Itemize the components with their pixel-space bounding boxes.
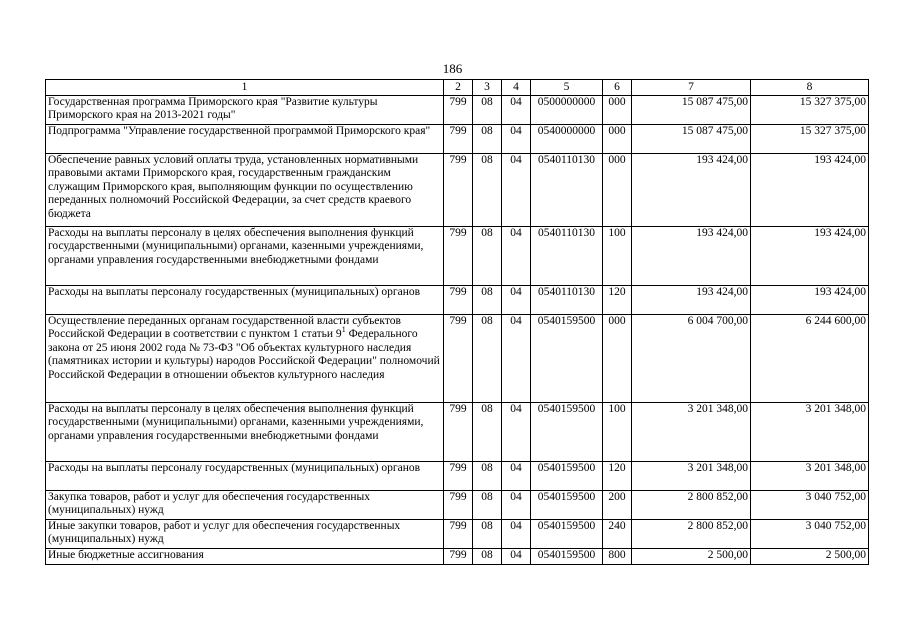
cell-amount: 3 201 348,00	[751, 462, 869, 491]
cell-code: 04	[502, 125, 531, 154]
cell-code: 04	[502, 549, 531, 565]
table-row	[46, 491, 869, 520]
cell-amount: 193 424,00	[751, 154, 869, 227]
footnote-superscript: 1	[341, 325, 346, 335]
cell-code: 799	[444, 462, 473, 491]
cell-code: 08	[473, 227, 502, 286]
cell-amount: 3 201 348,00	[632, 462, 751, 491]
cell-code: 0540000000	[531, 125, 603, 154]
table-row	[46, 462, 869, 491]
cell-code: 0540159500	[531, 520, 603, 549]
row-name: Расходы на выплаты персоналу государственных (муниципальных) органов	[46, 286, 444, 315]
table-row	[46, 315, 869, 403]
table-row	[46, 549, 869, 565]
cell-code: 799	[444, 125, 473, 154]
row-name-part: Осуществление переданных органам государственной власти субъектов Российской Федерации в соответствии с пунктом 1 статьи 9	[48, 315, 401, 341]
cell-code: 120	[603, 462, 632, 491]
cell-code: 08	[473, 315, 502, 403]
cell-code: 799	[444, 227, 473, 286]
cell-code: 08	[473, 125, 502, 154]
table-row	[46, 96, 869, 125]
cell-code: 0540110130	[531, 154, 603, 227]
cell-code: 799	[444, 315, 473, 403]
row-name: Иные бюджетные ассигнования	[46, 549, 444, 565]
cell-amount: 3 040 752,00	[751, 520, 869, 549]
cell-code: 08	[473, 403, 502, 462]
cell-amount: 193 424,00	[632, 154, 751, 227]
cell-amount: 6 244 600,00	[751, 315, 869, 403]
row-name: Иные закупки товаров, работ и услуг для обеспечения государственных (муниципальных) нужд	[46, 520, 444, 549]
row-name: Государственная программа Приморского края "Развитие культуры Приморского края на 2013-2021 годы"	[46, 96, 444, 125]
cell-code: 200	[603, 491, 632, 520]
cell-code: 04	[502, 154, 531, 227]
column-header: 4	[502, 80, 531, 96]
cell-amount: 6 004 700,00	[632, 315, 751, 403]
table-row	[46, 403, 869, 462]
column-header: 6	[603, 80, 632, 96]
cell-code: 04	[502, 315, 531, 403]
column-header: 5	[531, 80, 603, 96]
column-header: 2	[444, 80, 473, 96]
row-name: Расходы на выплаты персоналу в целях обеспечения выполнения функций государственными (муниципальными) органами, казенными учреждениями, органами управления государственными внебюджетными фондами	[46, 227, 444, 286]
cell-code: 0540159500	[531, 315, 603, 403]
cell-code: 0500000000	[531, 96, 603, 125]
column-header: 8	[751, 80, 869, 96]
cell-code: 04	[502, 403, 531, 462]
cell-code: 100	[603, 403, 632, 462]
cell-code: 000	[603, 125, 632, 154]
column-header: 1	[46, 80, 444, 96]
budget-table	[45, 79, 869, 565]
table-row	[46, 286, 869, 315]
cell-code: 0540159500	[531, 491, 603, 520]
column-header: 3	[473, 80, 502, 96]
cell-code: 08	[473, 462, 502, 491]
cell-amount: 2 500,00	[751, 549, 869, 565]
cell-code: 0540110130	[531, 286, 603, 315]
table-row	[46, 154, 869, 227]
cell-code: 799	[444, 403, 473, 462]
table-row	[46, 520, 869, 549]
cell-code: 799	[444, 96, 473, 125]
row-name: Закупка товаров, работ и услуг для обеспечения государственных (муниципальных) нужд	[46, 491, 444, 520]
cell-code: 08	[473, 154, 502, 227]
cell-amount: 193 424,00	[751, 227, 869, 286]
cell-code: 0540110130	[531, 227, 603, 286]
cell-code: 08	[473, 549, 502, 565]
cell-amount: 193 424,00	[632, 286, 751, 315]
cell-code: 04	[502, 520, 531, 549]
cell-code: 04	[502, 286, 531, 315]
cell-code: 000	[603, 315, 632, 403]
cell-code: 08	[473, 491, 502, 520]
cell-code: 799	[444, 549, 473, 565]
cell-code: 240	[603, 520, 632, 549]
cell-code: 08	[473, 96, 502, 125]
cell-code: 04	[502, 491, 531, 520]
cell-amount: 15 087 475,00	[632, 96, 751, 125]
cell-code: 08	[473, 520, 502, 549]
cell-code: 799	[444, 154, 473, 227]
cell-amount: 3 201 348,00	[632, 403, 751, 462]
cell-amount: 15 087 475,00	[632, 125, 751, 154]
cell-code: 000	[603, 154, 632, 227]
cell-code: 799	[444, 520, 473, 549]
cell-amount: 2 800 852,00	[632, 520, 751, 549]
cell-code: 799	[444, 286, 473, 315]
cell-amount: 3 201 348,00	[751, 403, 869, 462]
column-header: 7	[632, 80, 751, 96]
row-name: Расходы на выплаты персоналу в целях обеспечения выполнения функций государственными (муниципальными) органами, казенными учреждениями, органами управления государственными внебюджетными фондами	[46, 403, 444, 462]
cell-amount: 2 500,00	[632, 549, 751, 565]
cell-amount: 193 424,00	[751, 286, 869, 315]
row-name: Подпрограмма "Управление государственной программой Приморского края"	[46, 125, 444, 154]
cell-code: 800	[603, 549, 632, 565]
cell-amount: 15 327 375,00	[751, 125, 869, 154]
cell-code: 799	[444, 491, 473, 520]
cell-code: 100	[603, 227, 632, 286]
cell-code: 0540159500	[531, 462, 603, 491]
row-name: Расходы на выплаты персоналу государственных (муниципальных) органов	[46, 462, 444, 491]
cell-code: 04	[502, 227, 531, 286]
row-name: Обеспечение равных условий оплаты труда, установленных нормативными правовыми актами Приморского края, государственным гражданским служащим Приморского края, выполняющим функции по осуществлению переданных полномочий Российской Федерации, за счет средств краевого бюджета	[46, 154, 444, 227]
row-name-part: Федерального закона от 25 июня 2002 года № 73-ФЗ "Об объектах культурного наследия (памятниках истории и культуры) народов Российской Федерации" полномочий Российской Федерации в отношении объектов культурного наследия	[48, 328, 440, 381]
table-row	[46, 125, 869, 154]
cell-code: 0540159500	[531, 549, 603, 565]
cell-amount: 15 327 375,00	[751, 96, 869, 125]
cell-amount: 2 800 852,00	[632, 491, 751, 520]
page-number: 186	[442, 61, 463, 76]
row-name	[46, 315, 444, 403]
cell-amount: 3 040 752,00	[751, 491, 869, 520]
cell-code: 0540159500	[531, 403, 603, 462]
cell-code: 000	[603, 96, 632, 125]
cell-code: 120	[603, 286, 632, 315]
table-row	[46, 227, 869, 286]
cell-code: 04	[502, 462, 531, 491]
cell-code: 08	[473, 286, 502, 315]
cell-amount: 193 424,00	[632, 227, 751, 286]
table-header-row	[46, 80, 869, 96]
cell-code: 04	[502, 96, 531, 125]
